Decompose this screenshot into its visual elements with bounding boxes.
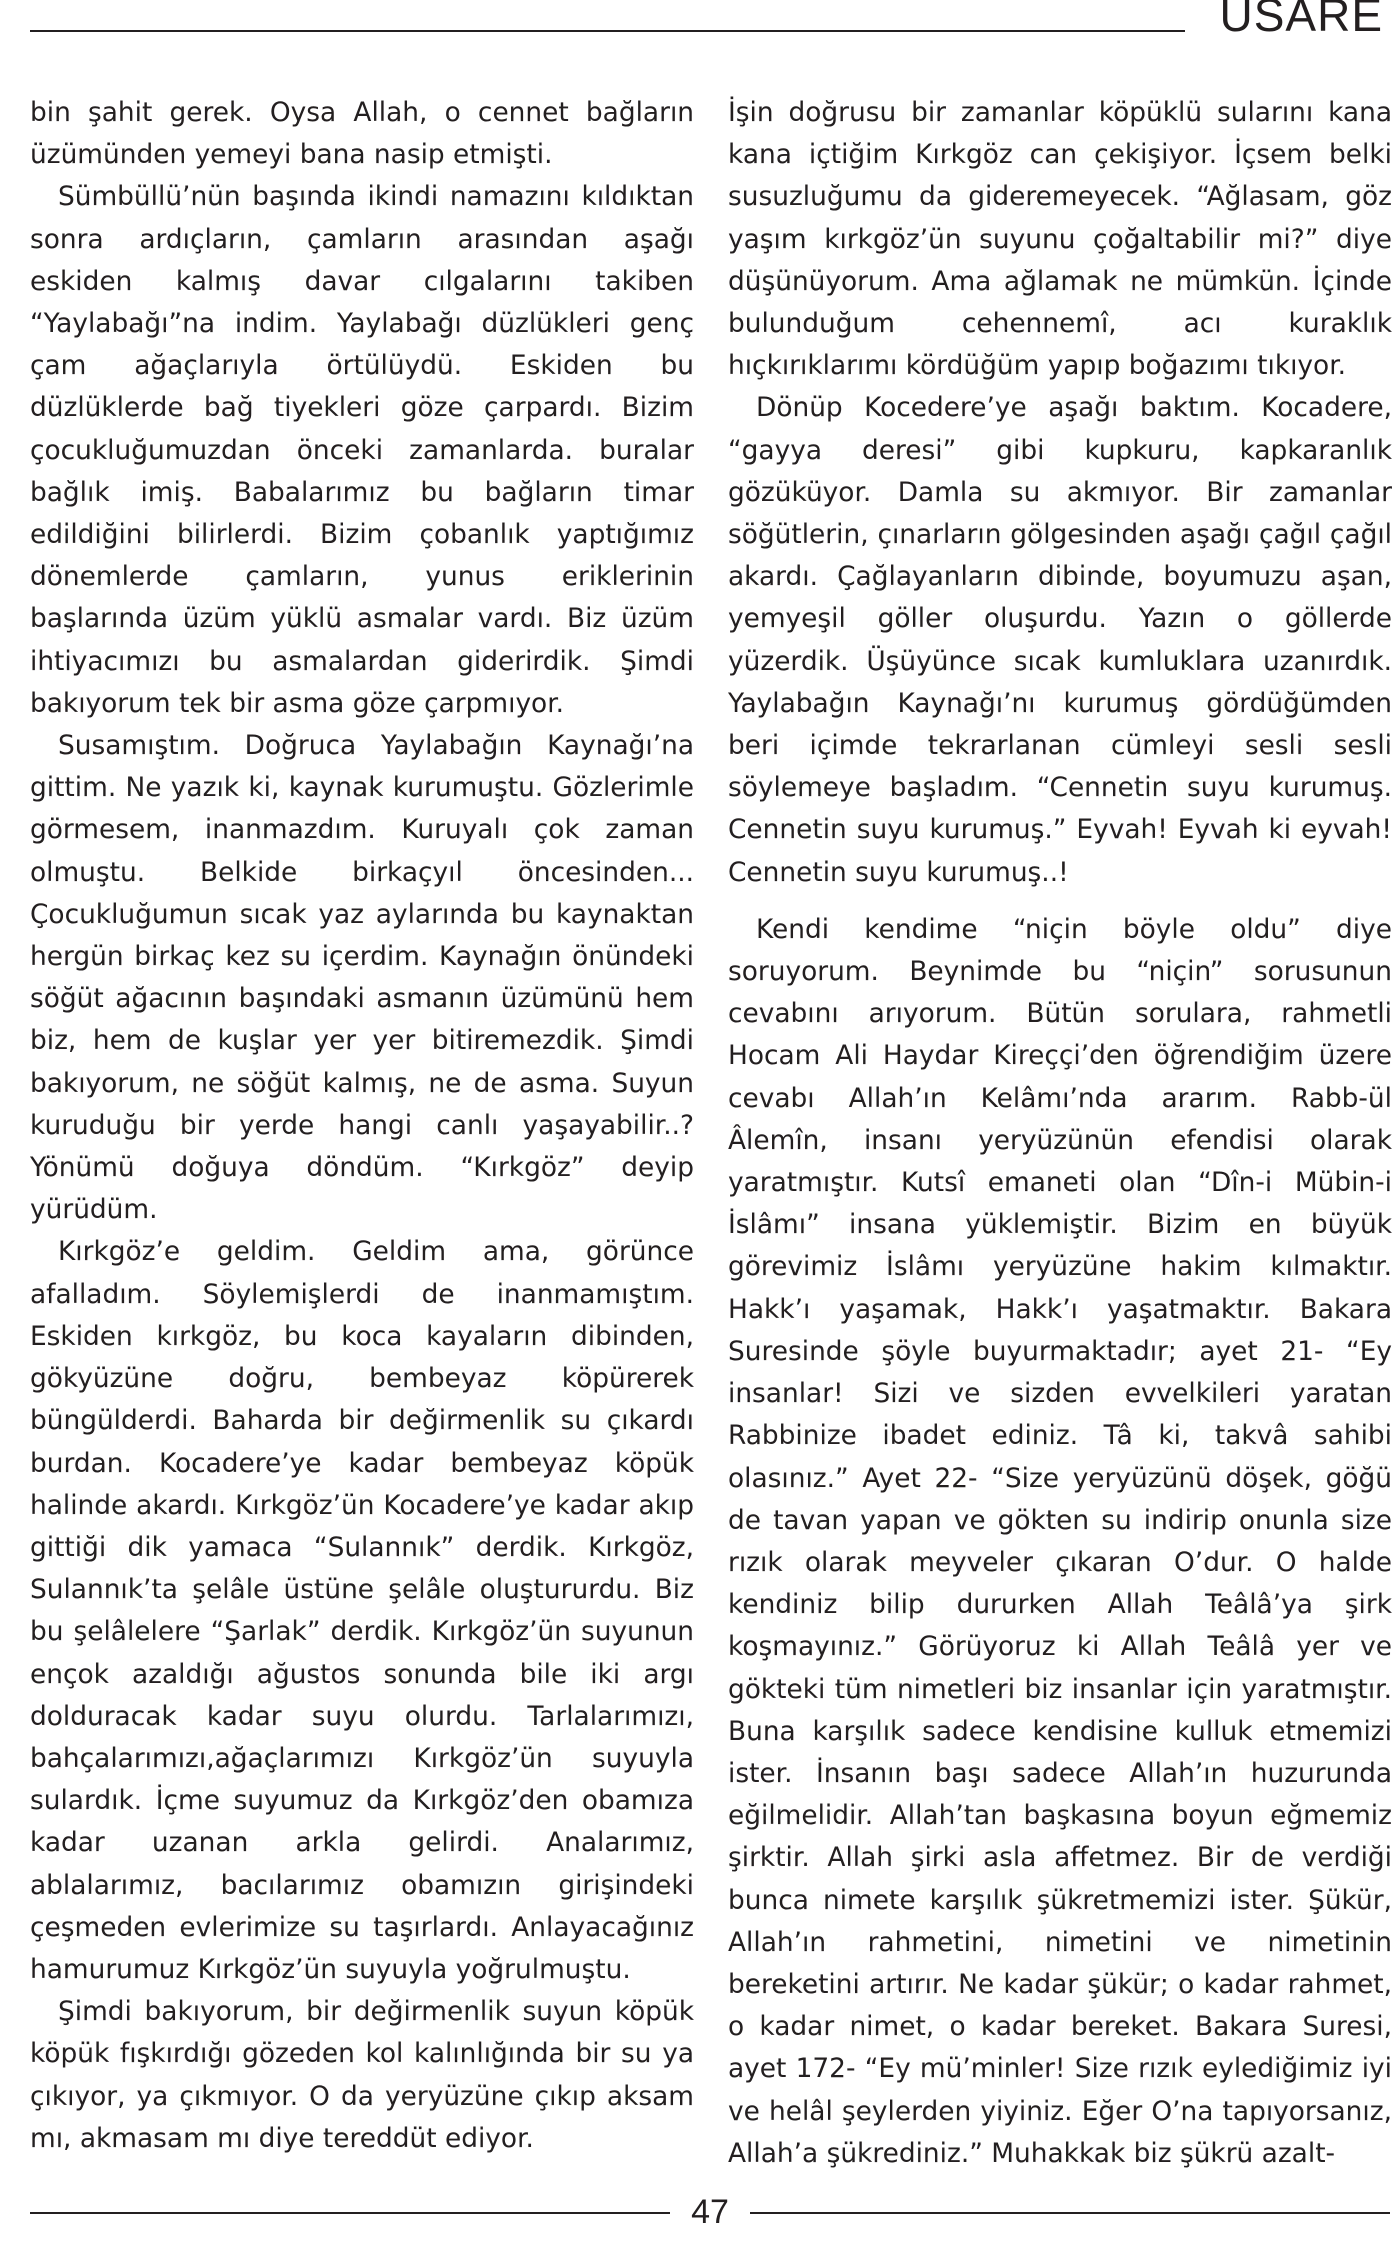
paragraph: Dönüp Kocedere’ye aşağı baktım. Kocadere, “gayya deresi” gibi kupkuru, kapkaranlık gözüküyor. Damla su akmıyor. Bir zamanlar söğütlerin, çınarların gölgesinden aşağı çağıl çağıl akardı. Çağlayanların dibinde, boyumuzu aşan, yemyeşil göller oluşurdu. Yazın o göllerde yüzerdik. Üşüyünce sıcak kumluklara uzanırdık. Yaylabağın Kaynağı’nı kurumuş gördüğümden beri içimde tekrarlanan cümleyi sesli sesli söylemeye başladım. “Cennetin suyu kurumuş. Cennetin suyu kurumuş.” Eyvah! Eyvah ki eyvah! Cennetin suyu kurumuş..! xyxy=(728,392,1392,888)
right-column xyxy=(728,92,1392,2175)
paragraph: Kırkgöz’e geldim. Geldim ama, görünce afalladım. Söylemişlerdi de inanmamıştım. Eskiden kırkgöz, bu koca kayaların dibinden, gökyüzüne doğru, bembeyaz köpürerek büngülderdi. Baharda bir değirmenlik su çıkardı burdan. Kocadere’ye kadar bembeyaz köpük halinde akardı. Kırkgöz’ün Kocadere’ye kadar akıp gittiği dik yamaca “Sulannık” derdik. Kırkgöz, Sulannık’ta şelâle üstüne şelâle oluştururdu. Biz bu şelâlelere “Şarlak” derdik. Kırkgöz’ün suyunun ençok azaldığı ağustos sonunda bile iki argı dolduracak kadar suyu olurdu. Tarlalarımızı, bahçalarımızı,ağaçlarımızı Kırkgöz’ün suyuyla sulardık. İçme suyumuz da Kırkgöz’den obamıza kadar uzanan arkla gelirdi. Analarımız, ablalarımız, bacılarımız obamızın girişindeki çeşmeden evlerimize su taşırlardı. Anlayacağınız hamurumuz Kırkgöz’ün suyuyla yoğrulmuştu. xyxy=(30,1236,694,1985)
paragraph: Sümbüllü’nün başında ikindi namazını kıldıktan sonra ardıçların, çamların arasından aşağı eskiden kalmış davar cılgalarını takiben “Yaylabağı”na indim. Yaylabağı düzlükleri genç çam ağaçlarıyla örtülüydü. Eskiden bu düzlüklerde bağ tiyekleri göze çarpardı. Bizim çocukluğumuzdan önceki zamanlarda. buralar bağlık imiş. Babalarımız bu bağların timar edildiğini bilirlerdi. Bizim çobanlık yaptığımız dönemlerde çamların, yunus eriklerinin başlarında üzüm yüklü asmalar vardı. Biz üzüm ihtiyacımızı bu asmalardan giderirdik. Şimdi bakıyorum tek bir asma göze çarpmıyor. xyxy=(30,181,694,719)
paragraph: Şimdi bakıyorum, bir değirmenlik suyun köpük köpük fışkırdığı gözeden kol kalınlığında bir su ya çıkıyor, ya çıkmıyor. O da yeryüzüne çıkıp aksam mı, akmasam mı diye tereddüt ediyor. xyxy=(30,1996,694,2154)
header-rule xyxy=(30,30,1185,32)
paragraph: Kendi kendime “niçin böyle oldu” diye soruyorum. Beynimde bu “niçin” sorusunun cevabını arıyorum. Bütün sorulara, rahmetli Hocam Ali Haydar Kireççi’den öğrendiğim üzere cevabı Allah’ın Kelâmı’nda ararım. Rabb-ül Âlemîn, insanı yeryüzünün efendisi olarak yaratmıştır. Kutsî emaneti olan “Dîn-i Mübin-i İslâmı” insana yüklemiştir. Bizim en büyük görevimiz İslâmı yeryüzüne hakim kılmaktır. Hakk’ı yaşamak, Hakk’ı yaşatmaktır. Bakara Suresinde şöyle buyurmaktadır; ayet 21- “Ey insanlar! Sizi ve sizden evvelkileri yaratan Rabbinize ibadet ediniz. Tâ ki, takvâ sahibi olasınız.” Ayet 22- “Size yeryüzünü döşek, göğü de tavan yapan ve gökten su indirip onunla size rızık olarak meyveler çıkaran O’dur. O halde kendiniz bilip dururken Allah Teâlâ’ya şirk koşmayınız.” Görüyoruz ki Allah Teâlâ yer ve gökteki tüm nimetleri biz insanlar için yaratmıştır. Buna karşılık sadece kendisine kulluk etmemizi ister. İnsanın başı sadece Allah’ın huzurunda eğilmelidir. Allah’tan başkasına boyun eğmemiz şirktir. Allah şirki asla affetmez. Bir de verdiği bunca nimete karşılık şükretmemizi ister. Şükür, Allah’ın rahmetini, nimetini ve nimetinin bereketini artırır. Ne kadar şükür; o kadar rahmet, o kadar nimet, o kadar bereket. Bakara Suresi, ayet 172- “Ey mü’minler! Size rızık eylediğimiz iyi ve helâl şeylerden yiyiniz. Eğer O’na tapıyorsanız, Allah’a şükrediniz.” Muhakkak biz şükrü azalt- xyxy=(728,913,1392,2169)
footer-rule-left xyxy=(30,2212,670,2214)
left-column xyxy=(30,92,694,2160)
page-number: 47 xyxy=(691,2193,729,2231)
paragraph: bin şahit gerek. Oysa Allah, o cennet bağların üzümünden yemeyi bana nasip etmişti. xyxy=(30,97,694,171)
paragraph: İşin doğrusu bir zamanlar köpüklü sularını kana kana içtiğim Kırkgöz can çekişiyor. İçsem belki susuzluğumu da gideremeyecek. “Ağlasam, göz yaşım kırkgöz’ün suyunu çoğaltabilir mi?” diye düşünüyorum. Ama ağlamak ne mümkün. İçinde bulunduğum cehennemî, acı kuraklık hıçkırıklarımı kördüğüm yapıp boğazımı tıkıyor. xyxy=(728,97,1392,382)
paragraph: Susamıştım. Doğruca Yaylabağın Kaynağı’na gittim. Ne yazık ki, kaynak kurumuştu. Gözlerimle görmesem, inanmazdım. Kuruyalı çok zaman olmuştu. Belkide birkaçyıl öncesinden... Çocukluğumun sıcak yaz aylarında bu kaynaktan hergün birkaç kez su içerdim. Kaynağın önündeki söğüt ağacının başındaki asmanın üzümünü hem biz, hem de kuşlar yer yer bitiremezdik. Şimdi bakıyorum, ne söğüt kalmış, ne de asma. Suyun kuruduğu bir yerde hangi canlı yaşayabilir..?Yönümü doğuya döndüm. “Kırkgöz” deyip yürüdüm. xyxy=(30,730,694,1226)
footer-rule-right xyxy=(750,2212,1390,2214)
magazine-title: USARE xyxy=(1219,0,1383,41)
